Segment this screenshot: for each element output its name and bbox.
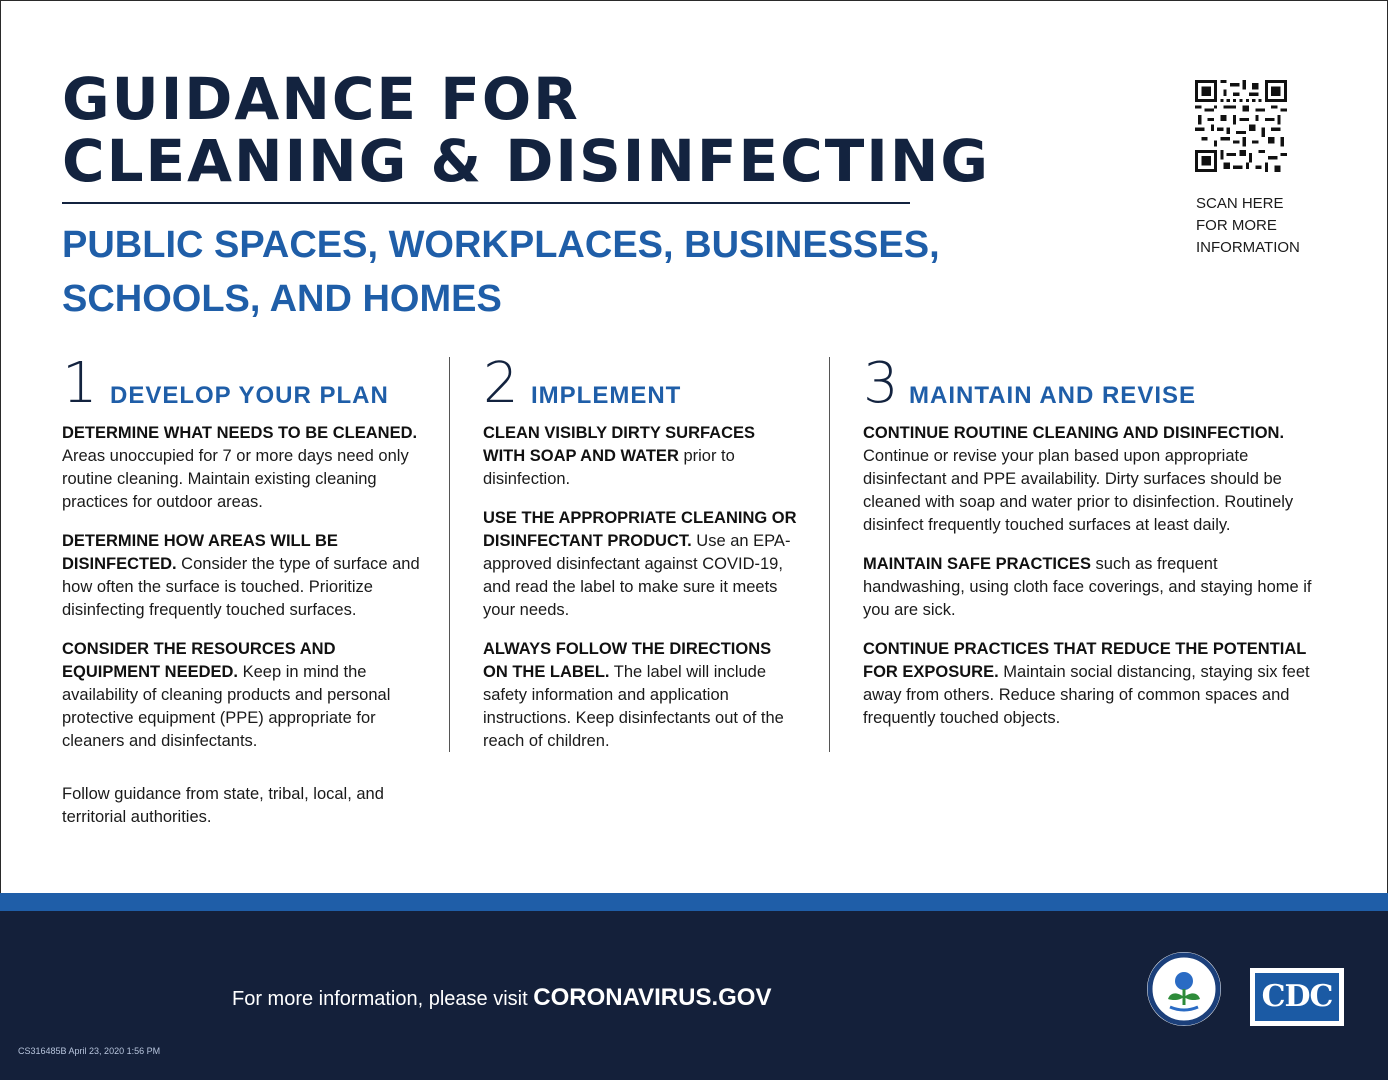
footer-accent-stripe — [0, 893, 1388, 911]
step-1-paragraph-3 — [62, 638, 432, 753]
paragraph-text: Continue or revise your plan based upon appropriate disinfectant and PPE availability. Dirty surfaces should be cleaned with soap and water prior to disinfection. Routinely disinfect frequently touched surfaces at least daily. — [863, 447, 1294, 534]
paragraph-text: Maintain social distancing, staying six feet away from others. Reduce sharing of common spaces and frequently touched objects. — [863, 663, 1310, 727]
qr-caption-line-1: SCAN HERE — [1196, 195, 1284, 212]
footer-info-text: For more information, please visit — [232, 988, 534, 1010]
paragraph-lead: CONTINUE ROUTINE CLEANING AND DISINFECTION. — [863, 424, 1285, 442]
paragraph-text: Consider the type of surface and how often the surface is touched. Prioritize disinfecting frequently touched surfaces. — [62, 555, 420, 619]
step-2-header — [483, 352, 798, 416]
paragraph-text: such as frequent handwashing, using cloth face coverings, and staying home if you are sick. — [863, 555, 1312, 619]
step-3-paragraph-2 — [863, 553, 1318, 622]
cdc-logo-text: CDC — [1253, 971, 1341, 1023]
step-2-title: IMPLEMENT — [531, 382, 682, 409]
step-3-number: 3 — [863, 351, 899, 416]
qr-code-icon[interactable] — [1195, 80, 1287, 172]
step-3-paragraph-1 — [863, 422, 1318, 537]
subtitle-line-2: SCHOOLS, AND HOMES — [62, 278, 502, 320]
paragraph-text: Areas unoccupied for 7 or more days need only routine cleaning. Maintain existing cleaning practices for outdoor areas. — [62, 447, 409, 511]
step-2-paragraph-3 — [483, 638, 798, 753]
paragraph-lead: CLEAN VISIBLY DIRTY SURFACES WITH SOAP AND WATER — [483, 424, 756, 465]
step-2-paragraph-1 — [483, 422, 798, 491]
paragraph-lead: USE THE APPROPRIATE CLEANING OR DISINFECTANT PRODUCT. — [483, 509, 797, 550]
step-3-title: MAINTAIN AND REVISE — [909, 382, 1197, 409]
coronavirus-gov-link[interactable]: CORONAVIRUS.GOV — [533, 984, 772, 1011]
paragraph-lead: MAINTAIN SAFE PRACTICES — [863, 555, 1091, 573]
document-code: CS316485B April 23, 2020 1:56 PM — [18, 1046, 161, 1056]
step-1-paragraph-1 — [62, 422, 432, 514]
step-3-paragraph-3 — [863, 638, 1318, 730]
authorities-note: Follow guidance from state, tribal, local, and territorial authorities. — [62, 785, 384, 826]
step-1-number: 1 — [62, 351, 98, 416]
paragraph-text: Use an EPA-approved disinfectant against COVID-19, and read the label to make sure it meets your needs. — [483, 532, 791, 619]
paragraph-text: prior to disinfection. — [483, 447, 735, 488]
step-1-header — [62, 352, 432, 416]
qr-caption-line-2: FOR MORE — [1196, 217, 1277, 234]
step-1-paragraph-2 — [62, 530, 432, 622]
epa-seal-icon — [1146, 951, 1222, 1027]
qr-caption — [1196, 193, 1336, 259]
title-line-1: GUIDANCE FOR — [62, 65, 580, 133]
step-2-paragraph-2 — [483, 507, 798, 622]
step-2-column — [483, 352, 798, 753]
title-divider — [62, 202, 910, 204]
qr-caption-line-3: INFORMATION — [1196, 239, 1300, 256]
subtitle-line-1: PUBLIC SPACES, WORKPLACES, BUSINESSES, — [62, 224, 940, 266]
paragraph-lead: DETERMINE WHAT NEEDS TO BE CLEANED. — [62, 424, 418, 442]
column-divider-1 — [449, 357, 450, 752]
step-3-header — [863, 352, 1318, 416]
paragraph-text: Keep in mind the availability of cleaning products and personal protective equipment (PPE) appropriate for cleaners and disinfectants. — [62, 663, 391, 750]
paragraph-lead: DETERMINE HOW AREAS WILL BE DISINFECTED. — [62, 532, 338, 573]
title-line-2: CLEANING & DISINFECTING — [62, 127, 990, 195]
step-1-column — [62, 352, 432, 829]
cdc-logo — [1250, 968, 1344, 1026]
paragraph-lead: ALWAYS FOLLOW THE DIRECTIONS ON THE LABEL. — [483, 640, 772, 681]
step-1-title: DEVELOP YOUR PLAN — [110, 382, 389, 409]
page-title — [62, 65, 990, 195]
step-2-number: 2 — [483, 351, 519, 416]
column-divider-2 — [829, 357, 830, 752]
paragraph-lead: CONSIDER THE RESOURCES AND EQUIPMENT NEEDED. — [62, 640, 336, 681]
paragraph-text: The label will include safety information and application instructions. Keep disinfectants out of the reach of children. — [483, 663, 784, 750]
footer-info — [232, 984, 771, 1013]
page-subtitle — [62, 218, 962, 326]
paragraph-lead: CONTINUE PRACTICES THAT REDUCE THE POTENTIAL FOR EXPOSURE. — [863, 640, 1307, 681]
step-3-column — [863, 352, 1318, 730]
